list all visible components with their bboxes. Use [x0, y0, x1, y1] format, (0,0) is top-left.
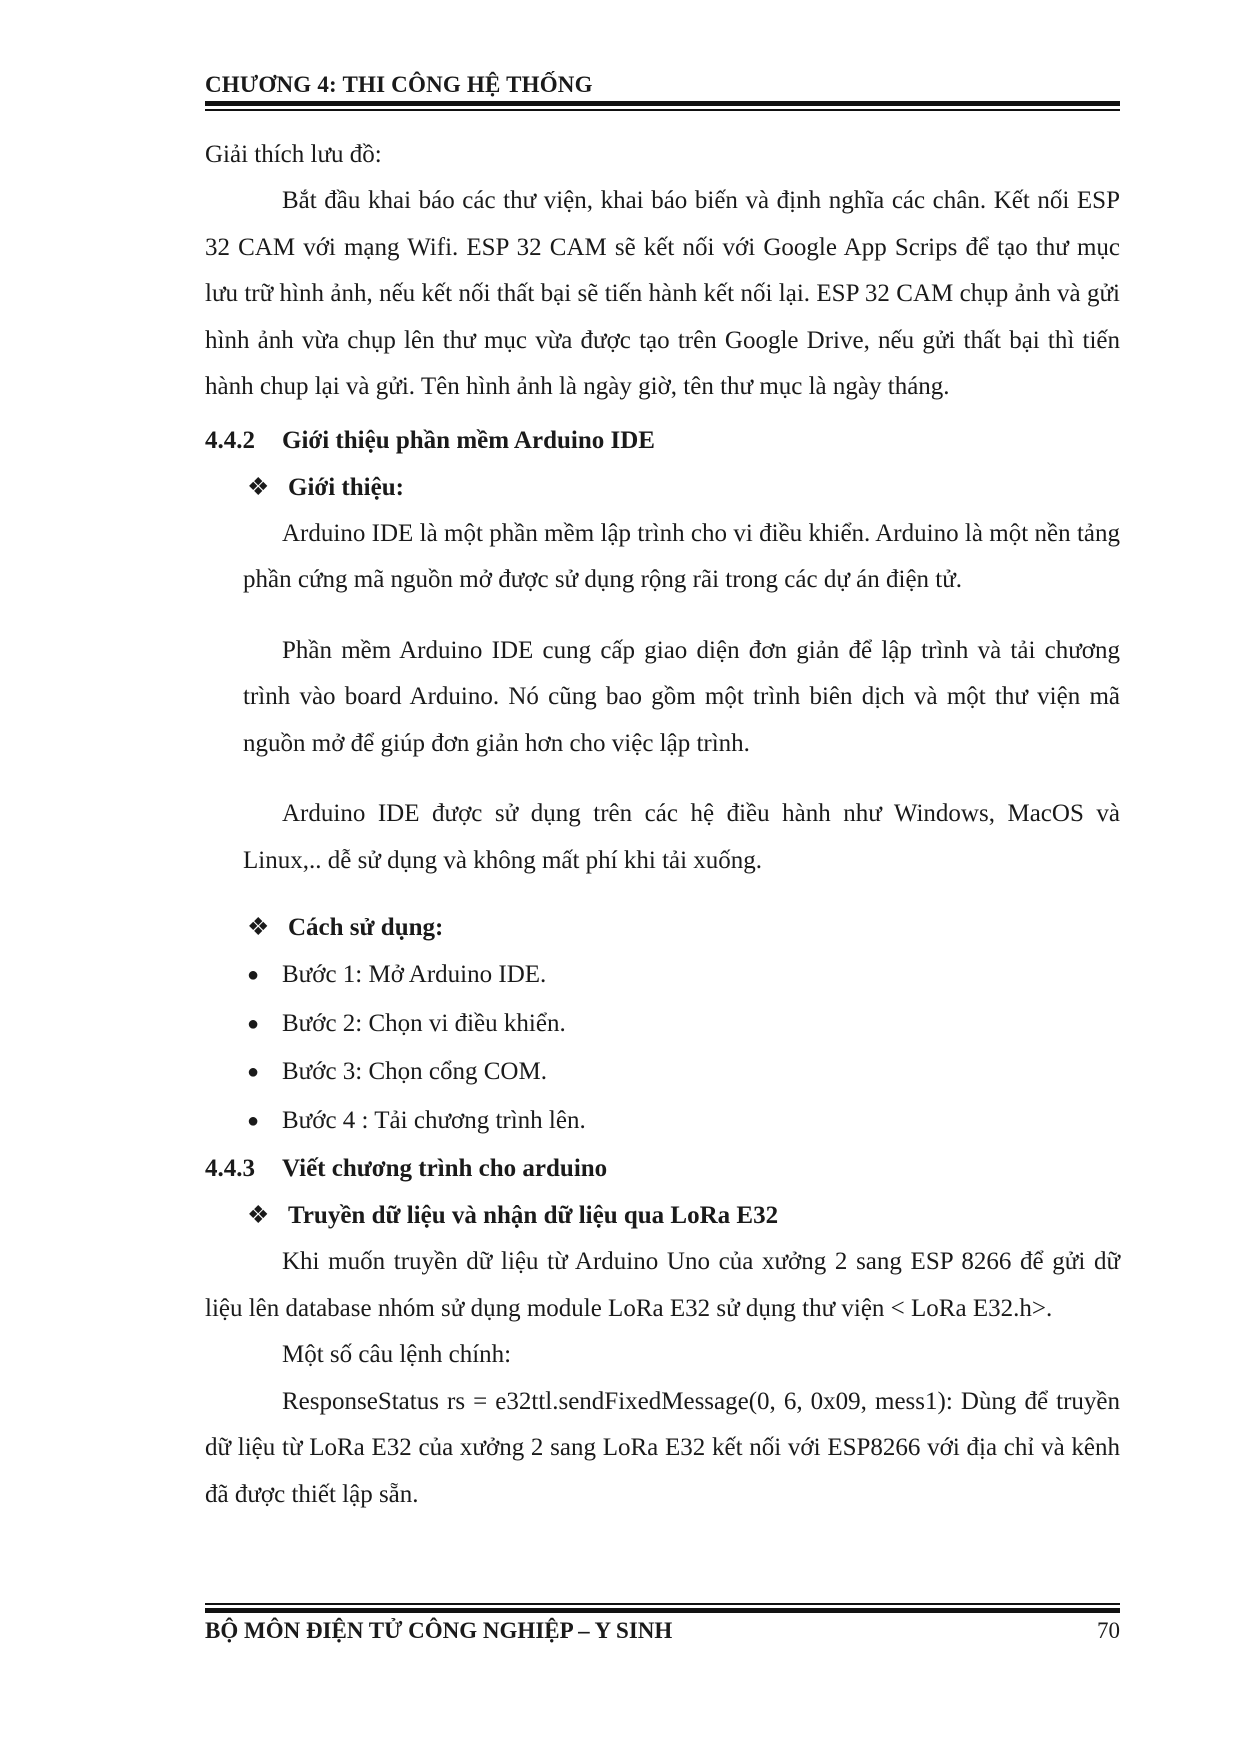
- bullet-icon: ●: [247, 1061, 260, 1083]
- subheading-label: Truyền dữ liệu và nhận dữ liệu qua LoRa E32: [288, 1202, 779, 1229]
- bullet-icon: ●: [247, 964, 260, 986]
- flowchart-explain-paragraph: Bắt đầu khai báo các thư viện, khai báo biến và định nghĩa các chân. Kết nối ESP 32 CAM với mạng Wifi. ESP 32 CAM sẽ kết nối với Google App Scrips để tạo thư mục lưu trữ hình ảnh, nếu kết nối thất bại sẽ tiến hành kết nối lại. ESP 32 CAM chụp ảnh và gửi hình ảnh vừa chụp lên thư mục vừa được tạo trên Google Drive, nếu gửi thất bại thì tiến hành chup lại và gửi. Tên hình ảnh là ngày giờ, tên thư mục là ngày tháng.: [205, 187, 1120, 400]
- diamond-bullet-icon: ❖: [247, 1202, 270, 1229]
- section-number: 4.4.3: [205, 1155, 255, 1182]
- chapter-title: CHƯƠNG 4: THI CÔNG HỆ THỐNG: [205, 72, 593, 97]
- intro-paragraph-3: Arduino IDE được sử dụng trên các hệ điều hành như Windows, MacOS và Linux,.. dễ sử dụng và không mất phí khi tải xuống.: [243, 800, 1120, 874]
- page-body: [205, 132, 1120, 1518]
- list-item: [205, 1048, 1120, 1097]
- lora-paragraph-1: Khi muốn truyền dữ liệu từ Arduino Uno của xưởng 2 sang ESP 8266 để gửi dữ liệu lên database nhóm sử dụng module LoRa E32 sử dụng thư viện < LoRa E32.h>.: [205, 1248, 1120, 1322]
- step-text: Bước 3: Chọn cổng COM.: [282, 1058, 547, 1085]
- footer-rule-thin: [205, 1603, 1120, 1605]
- diamond-bullet-icon: ❖: [247, 473, 270, 501]
- section-number: 4.4.2: [205, 426, 255, 454]
- diamond-bullet-icon: ❖: [247, 914, 270, 941]
- step-text: Bước 1: Mở Arduino IDE.: [282, 961, 547, 988]
- usage-steps-list: [205, 951, 1120, 1145]
- subheading-usage: [205, 904, 1120, 951]
- section-title: Viết chương trình cho arduino: [282, 1155, 608, 1182]
- bullet-icon: ●: [247, 1012, 260, 1035]
- header-rule-thick: [205, 101, 1120, 106]
- list-item: [205, 1097, 1120, 1146]
- flowchart-explain-label: Giải thích lưu đồ:: [205, 141, 382, 168]
- page-header: [205, 72, 1120, 98]
- list-item: [205, 1000, 1120, 1049]
- subheading-label: Giới thiệu:: [288, 473, 404, 501]
- intro-paragraph-1: Arduino IDE là một phần mềm lập trình cho vi điều khiển. Arduino là một nền tảng phần cứng mã nguồn mở được sử dụng rộng rãi trong các dự án điện tử.: [243, 519, 1120, 593]
- section-heading-4-4-2: [205, 417, 1120, 464]
- subheading-label: Cách sử dụng:: [288, 914, 444, 941]
- list-item: [205, 951, 1120, 1000]
- header-rule-thin: [205, 109, 1120, 111]
- intro-paragraph-2: Phần mềm Arduino IDE cung cấp giao diện đơn giản để lập trình và tải chương trình vào board Arduino. Nó cũng bao gồm một trình biên dịch và một thư viện mã nguồn mở để giúp đơn giản hơn cho việc lập trình.: [243, 636, 1120, 757]
- bullet-icon: ●: [247, 1109, 260, 1132]
- page-footer: [205, 1618, 1120, 1644]
- department-name: BỘ MÔN ĐIỆN TỬ CÔNG NGHIỆP – Y SINH: [205, 1618, 673, 1643]
- lora-paragraph-2: Một số câu lệnh chính:: [282, 1341, 512, 1368]
- section-title: Giới thiệu phần mềm Arduino IDE: [282, 426, 655, 454]
- step-text: Bước 4 : Tải chương trình lên.: [282, 1106, 586, 1134]
- subheading-intro: [205, 464, 1120, 511]
- footer-rule-thick: [205, 1608, 1120, 1613]
- lora-paragraph-3: ResponseStatus rs = e32ttl.sendFixedMessage(0, 6, 0x09, mess1): Dùng để truyền dữ liệu từ LoRa E32 của xưởng 2 sang LoRa E32 kết nối với ESP8266 với địa chỉ và kênh đã được thiết lập sẵn.: [205, 1387, 1120, 1508]
- section-heading-4-4-3: [205, 1145, 1120, 1192]
- step-text: Bước 2: Chọn vi điều khiển.: [282, 1009, 566, 1037]
- subheading-lora: [205, 1192, 1120, 1239]
- page-number: 70: [1097, 1618, 1120, 1643]
